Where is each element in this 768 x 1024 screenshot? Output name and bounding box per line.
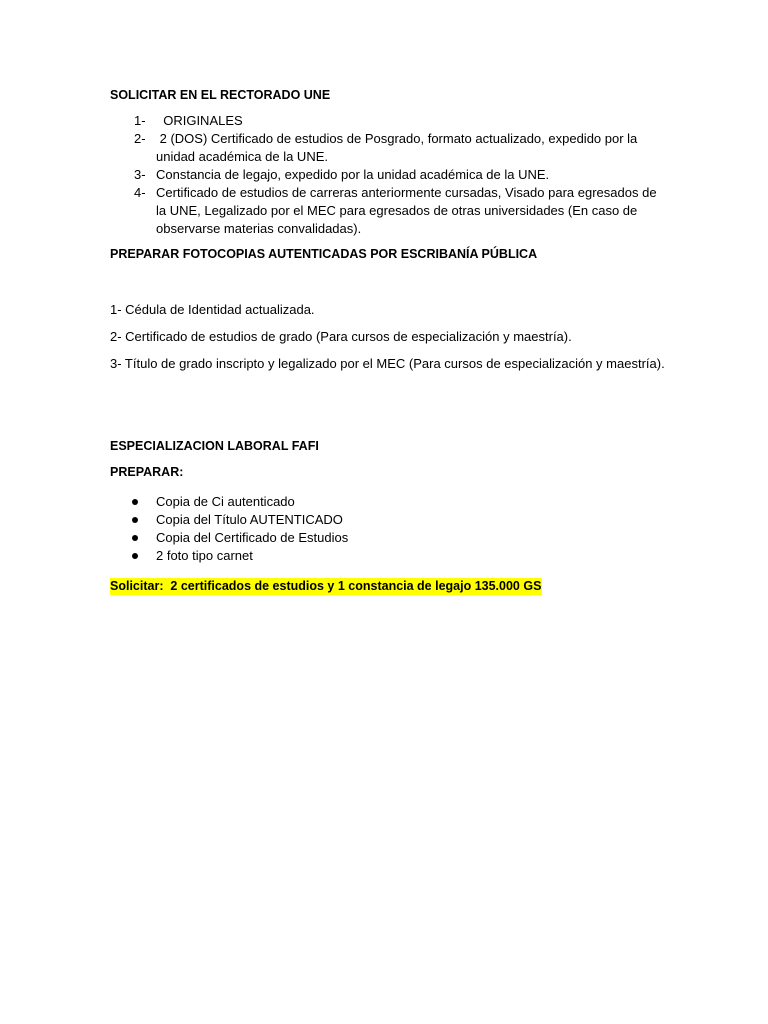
photocopy-item: 2- Certificado de estudios de grado (Para cursos de especialización y maestría). bbox=[110, 329, 572, 344]
bullet-icon bbox=[132, 517, 138, 523]
section2-heading: PREPARAR FOTOCOPIAS AUTENTICADAS POR ESCRIBANÍA PÚBLICA bbox=[110, 247, 538, 261]
list-item bbox=[110, 130, 670, 166]
list-item bbox=[110, 529, 348, 547]
list-item-text: 2 (DOS) Certificado de estudios de Posgrado, formato actualizado, expedido por la unidad académica de la UNE. bbox=[156, 131, 641, 164]
list-item-text: Copia del Título AUTENTICADO bbox=[156, 512, 343, 527]
rectorado-list bbox=[110, 112, 670, 238]
list-item-text: Constancia de legajo, expedido por la unidad académica de la UNE. bbox=[156, 167, 550, 182]
bullet-icon bbox=[132, 499, 138, 505]
list-item bbox=[110, 547, 348, 565]
list-item-text: Copia de Ci autenticado bbox=[156, 494, 295, 509]
section1-heading: SOLICITAR EN EL RECTORADO UNE bbox=[110, 88, 331, 102]
list-item-text: 2 foto tipo carnet bbox=[156, 548, 253, 563]
list-item-number: 2- bbox=[134, 131, 146, 146]
list-item-number: 3- bbox=[134, 167, 146, 182]
list-item-text: ORIGINALES bbox=[156, 113, 243, 128]
list-item bbox=[110, 184, 670, 238]
bullet-icon bbox=[132, 553, 138, 559]
section3-subheading: PREPARAR: bbox=[110, 465, 184, 479]
list-item-number: 4- bbox=[134, 185, 146, 200]
list-item bbox=[110, 493, 348, 511]
photocopy-item: 1- Cédula de Identidad actualizada. bbox=[110, 302, 315, 317]
list-item bbox=[110, 112, 670, 130]
photocopy-item: 3- Título de grado inscripto y legalizado por el MEC (Para cursos de especialización y maestría). bbox=[110, 356, 665, 371]
list-item-text: Certificado de estudios de carreras anteriormente cursadas, Visado para egresados de la UNE, Legalizado por el MEC para egresados de otras universidades (En caso de observarse materias convalidadas). bbox=[156, 185, 657, 236]
list-item-text: Copia del Certificado de Estudios bbox=[156, 530, 349, 545]
list-item bbox=[110, 166, 670, 184]
bullet-icon bbox=[132, 535, 138, 541]
fafi-bullet-list bbox=[110, 493, 348, 565]
list-item-number: 1- bbox=[134, 113, 146, 128]
section3-heading: ESPECIALIZACION LABORAL FAFI bbox=[110, 439, 319, 453]
list-item bbox=[110, 511, 348, 529]
highlighted-request-note: Solicitar: 2 certificados de estudios y 1 constancia de legajo 135.000 GS bbox=[110, 579, 542, 593]
